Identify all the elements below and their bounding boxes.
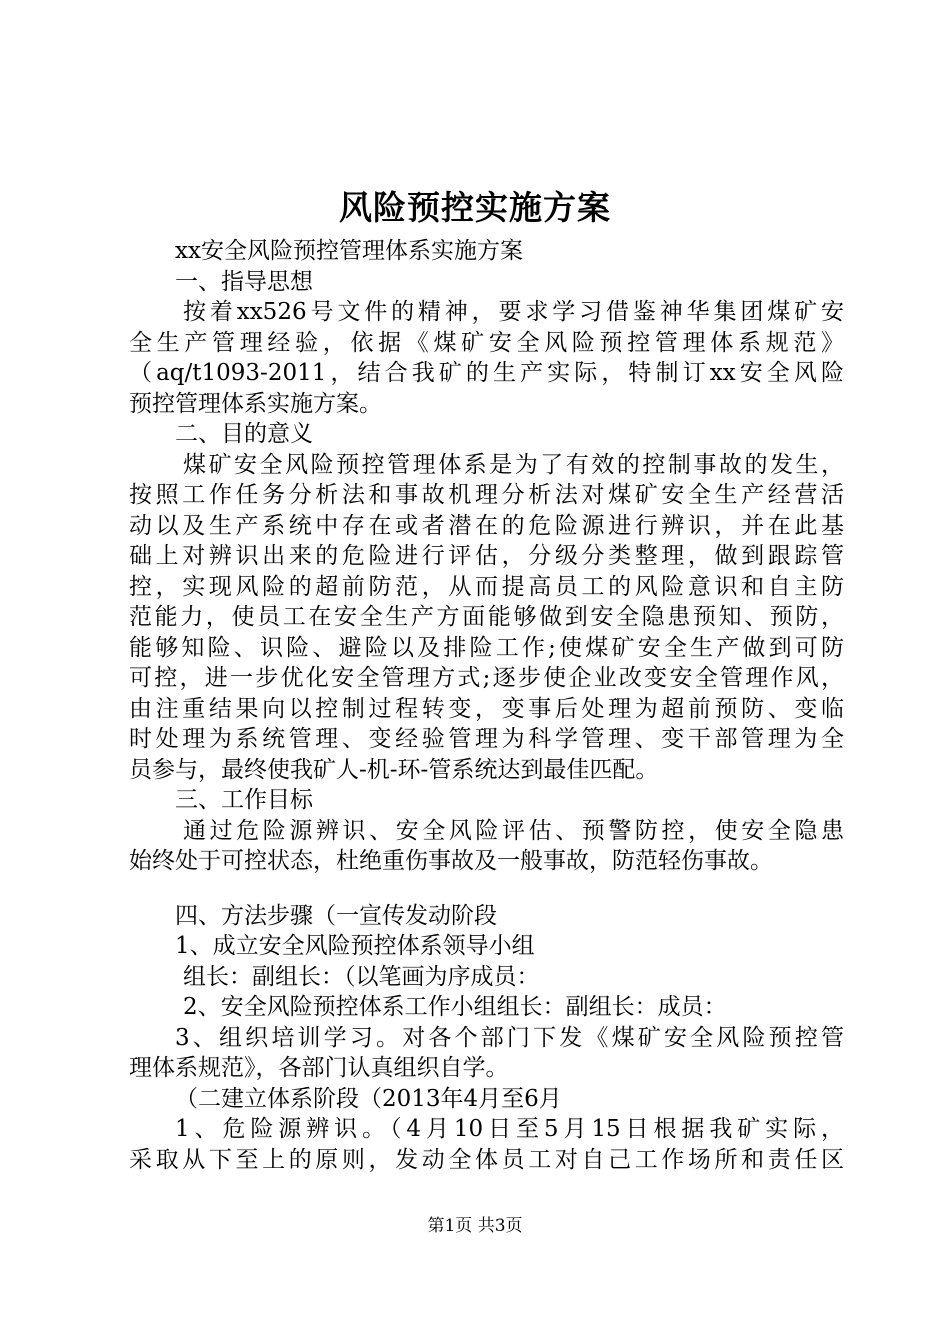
- section-heading-guiding-ideology: 一、指导思想: [175, 268, 313, 295]
- document-body: [129, 236, 844, 1175]
- paragraph-line: 全生产管理经验，依据《煤矿安全风险预控管理体系规范》: [129, 329, 844, 356]
- paragraph-line: 动以及生产系统中存在或者潜在的危险源进行辨识，并在此基: [129, 512, 844, 539]
- paragraph-line: （aq/t1093-2011，结合我矿的生产实际，特制订xx安全风险: [129, 360, 844, 386]
- subtitle-line: xx安全风险预控管理体系实施方案: [175, 238, 523, 264]
- paragraph-gap: [129, 877, 844, 901]
- section-heading-methods: 四、方法步骤（一宣传发动阶段: [175, 902, 497, 929]
- list-item-detail: 组长：副组长：（以笔画为序成员：: [183, 963, 540, 990]
- section-heading-work-goals: 三、工作目标: [175, 787, 313, 813]
- subsection-heading: （二建立体系阶段（2013年4月至6月: [175, 1085, 562, 1112]
- paragraph-line: 能够知险、识险、避险以及排险工作;使煤矿安全生产做到可防: [129, 634, 844, 661]
- paragraph-line: 通过危险源辨识、安全风险评估、预警防控，使安全隐患: [183, 817, 844, 844]
- paragraph-line: 预控管理体系实施方案。: [129, 390, 382, 417]
- paragraph-line: 煤矿安全风险预控管理体系是为了有效的控制事故的发生，: [183, 451, 844, 478]
- section-heading-purpose: 二、目的意义: [175, 421, 313, 447]
- paragraph-line: 时处理为系统管理、变经验管理为科学管理、变干部管理为全: [129, 726, 844, 752]
- paragraph-line: 理体系规范》，各部门认真组织自学。: [129, 1055, 509, 1081]
- paragraph-line: 员参与，最终使我矿人-机-环-管系统达到最佳匹配。: [129, 756, 659, 783]
- paragraph-line: 由注重结果向以控制过程转变，变事后处理为超前预防、变临: [129, 695, 844, 722]
- paragraph-line: 范能力，使员工在安全生产方面能够做到安全隐患预知、预防，: [129, 604, 844, 630]
- paragraph-line: 始终处于可控状态，杜绝重伤事故及一般事故，防范轻伤事故。: [129, 848, 773, 874]
- paragraph-line: 按着xx526号文件的精神，要求学习借鉴神华集团煤矿安: [183, 299, 844, 325]
- page-footer: 第1页 共3页: [427, 1216, 523, 1236]
- paragraph-line: 控，实现风险的超前防范，从而提高员工的风险意识和自主防: [129, 573, 844, 600]
- paragraph-line: 础上对辨识出来的危险进行评估，分级分类整理，做到跟踪管: [129, 543, 844, 569]
- list-item: 1、成立安全风险预控体系领导小组: [175, 933, 535, 959]
- list-item: 3、组织培训学习。对各个部门下发《煤矿安全风险预控管: [175, 1024, 844, 1051]
- document-title: 风险预控实施方案: [339, 188, 611, 227]
- paragraph-line: 按照工作任务分析法和事故机理分析法对煤矿安全生产经营活: [129, 482, 844, 508]
- paragraph-line: 采取从下至上的原则，发动全体员工对自己工作场所和责任区: [129, 1146, 844, 1173]
- paragraph-line: 可控，进一步优化安全管理方式;逐步使企业改变安全管理作风，: [129, 665, 844, 691]
- list-item: 1、危险源辨识。（4月10日至5月15日根据我矿实际，: [175, 1116, 844, 1142]
- list-item: 2、安全风险预控体系工作小组组长：副组长：成员：: [183, 994, 727, 1020]
